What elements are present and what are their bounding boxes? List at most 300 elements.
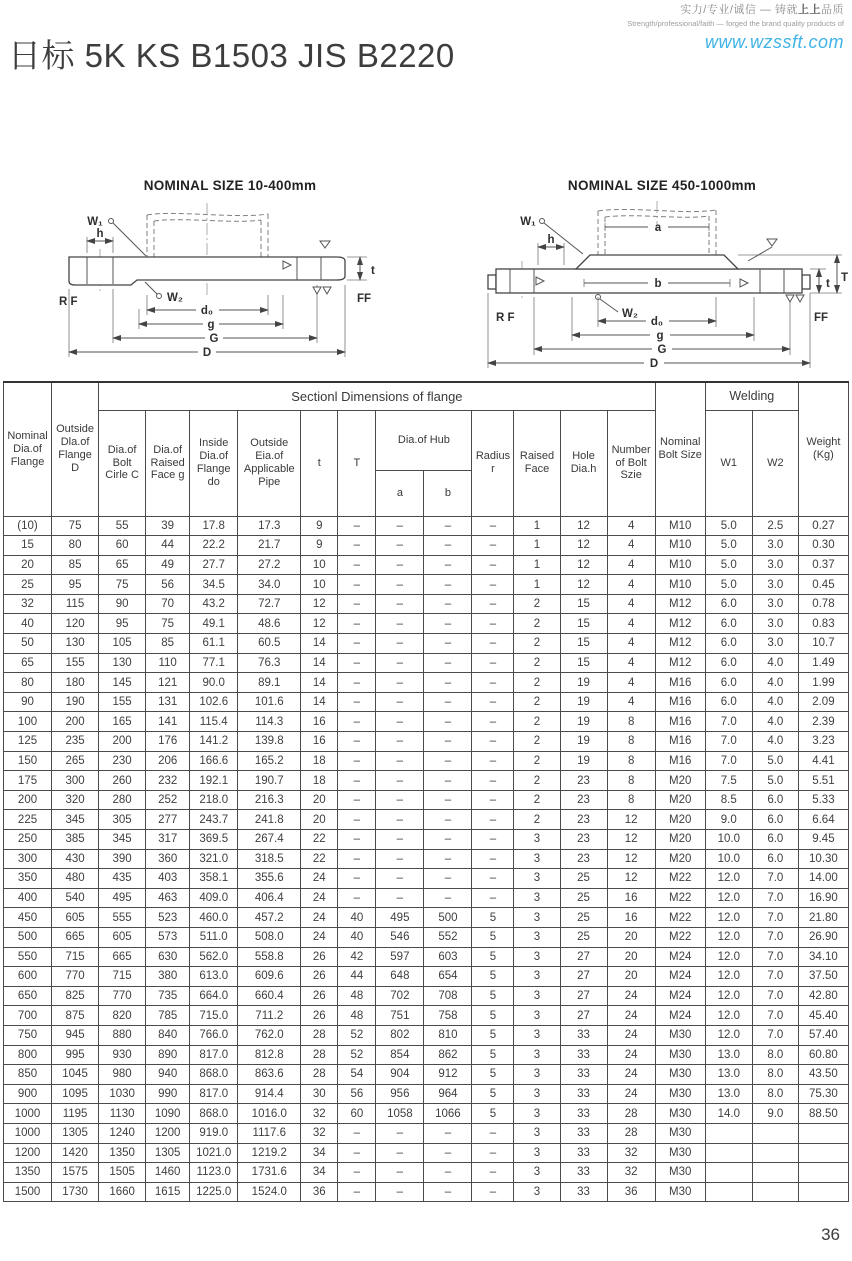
table-cell: 20 [4,555,52,575]
table-cell: 17.8 [190,516,238,536]
flange-face-tab [802,275,810,289]
table-cell: 27 [560,967,607,987]
tagline-cn-post: 品质 [821,4,844,16]
table-cell: 1095 [52,1084,99,1104]
table-cell: 4 [607,653,655,673]
table-cell: 900 [4,1084,52,1104]
table-cell: 660.4 [238,986,301,1006]
table-cell: 15 [560,653,607,673]
table-row [4,888,849,908]
table-cell: 23 [560,830,607,850]
table-cell: 30 [301,1084,338,1104]
table-cell: 12.0 [705,1025,752,1045]
table-cell: 1066 [424,1104,472,1124]
table-cell: 495 [99,888,146,908]
table-row [4,1182,849,1202]
table-cell: 5.0 [705,516,752,536]
table-cell: 54 [338,1065,376,1085]
table-cell: M20 [655,810,705,830]
table-row [4,967,849,987]
col-header-raised-face-g: Dia.of Raised Face g [146,410,190,516]
table-cell: 26 [301,967,338,987]
table-cell: 85 [52,555,99,575]
table-cell: 5.33 [798,790,848,810]
table-cell: 2 [514,771,560,791]
table-cell: 48 [338,986,376,1006]
table-cell: 2 [514,614,560,634]
table-cell: 868.0 [190,1065,238,1085]
table-cell: 0.37 [798,555,848,575]
table-cell: 176 [146,732,190,752]
table-cell: 1305 [52,1123,99,1143]
table-cell: 817.0 [190,1084,238,1104]
table-cell: 19 [560,712,607,732]
label-w1: W₁ [87,216,103,228]
table-cell: 1225.0 [190,1182,238,1202]
weld-symbol-icon [323,287,331,294]
table-cell: 10.0 [705,830,752,850]
table-cell: 8 [607,751,655,771]
table-cell: 12.0 [705,927,752,947]
table-cell: 609.6 [238,967,301,987]
table-cell: 24 [607,1084,655,1104]
table-cell: 369.5 [190,830,238,850]
table-cell: 20 [607,927,655,947]
table-cell: 735 [146,986,190,1006]
table-cell: 13.0 [705,1084,752,1104]
table-cell: – [424,849,472,869]
table-cell: – [376,692,424,712]
table-cell: 3 [514,1163,560,1183]
table-cell: 34.0 [238,575,301,595]
table-cell: 40 [4,614,52,634]
table-cell: – [376,614,424,634]
table-cell: 28 [607,1123,655,1143]
table-cell: – [376,712,424,732]
table-cell: 15 [560,634,607,654]
table-cell: 600 [4,967,52,987]
table-cell: M20 [655,830,705,850]
table-cell: 12 [560,536,607,556]
table-cell: 7.0 [705,751,752,771]
table-cell: 5 [472,1084,514,1104]
table-cell: 5 [472,1104,514,1124]
table-cell: M24 [655,967,705,987]
table-cell: 5 [472,947,514,967]
table-cell: – [338,673,376,693]
table-cell: (10) [4,516,52,536]
tagline-cn-pre: 实力/专业/诚信 — 铸就 [680,4,798,16]
table-cell: 49.1 [190,614,238,634]
table-cell: 10.30 [798,849,848,869]
table-cell: 206 [146,751,190,771]
table-cell: 5 [472,1045,514,1065]
table-cell: 2 [514,673,560,693]
table-cell: 1730 [52,1182,99,1202]
table-cell: 90.0 [190,673,238,693]
table-cell: 3 [514,1084,560,1104]
table-row [4,516,849,536]
table-row [4,1006,849,1026]
table-cell: 605 [99,927,146,947]
table-cell: – [472,712,514,732]
table-cell: – [424,830,472,850]
table-cell: 14.00 [798,869,848,889]
table-cell: 995 [52,1045,99,1065]
table-cell: M16 [655,692,705,712]
table-cell: 430 [52,849,99,869]
table-cell: 100 [4,712,52,732]
pipe-outline [147,213,268,215]
table-cell: 20 [301,790,338,810]
table-cell: 33 [560,1065,607,1085]
table-cell: 345 [99,830,146,850]
table-cell: 26 [301,986,338,1006]
table-cell: – [338,712,376,732]
table-cell: 1 [514,516,560,536]
table-cell: 500 [424,908,472,928]
table-cell: 24 [301,888,338,908]
table-cell: – [472,594,514,614]
table-cell [798,1182,848,1202]
table-cell: – [424,555,472,575]
table-cell: – [472,575,514,595]
table-cell: 945 [52,1025,99,1045]
table-cell: 50 [4,634,52,654]
table-cell [705,1123,752,1143]
table-cell: 715 [99,967,146,987]
table-cell: 12 [607,830,655,850]
table-cell: 235 [52,732,99,752]
table-cell: 70 [146,594,190,614]
table-cell: 8 [607,790,655,810]
table-cell: – [376,555,424,575]
table-cell: – [338,1123,376,1143]
table-cell: – [472,790,514,810]
table-cell: 890 [146,1045,190,1065]
table-row [4,1084,849,1104]
col-header-weight: Weight (Kg) [798,382,848,516]
table-cell: 22.2 [190,536,238,556]
table-cell: 5 [472,1025,514,1045]
table-cell: 22 [301,849,338,869]
table-cell: 25 [4,575,52,595]
table-cell: 34 [301,1163,338,1183]
table-cell: 6.0 [705,653,752,673]
table-cell: 10 [301,555,338,575]
table-cell: 48 [338,1006,376,1026]
table-cell: 2 [514,594,560,614]
table-cell: 1030 [99,1084,146,1104]
table-cell: 12.0 [705,1006,752,1026]
table-cell: 868.0 [190,1104,238,1124]
table-cell: 2 [514,712,560,732]
table-cell: 225 [4,810,52,830]
table-cell: 770 [52,967,99,987]
table-cell: M20 [655,849,705,869]
table-cell: 2 [514,732,560,752]
col-header-T: T [338,410,376,516]
table-cell: 155 [52,653,99,673]
diagram-left-title: NOMINAL SIZE 10-400mm [143,178,317,193]
table-cell: 12.0 [705,947,752,967]
table-cell: 33 [560,1104,607,1124]
table-cell [705,1143,752,1163]
table-cell: 0.83 [798,614,848,634]
table-cell: – [424,869,472,889]
table-cell [752,1123,798,1143]
table-cell: 5 [472,967,514,987]
table-cell: 540 [52,888,99,908]
table-cell: M30 [655,1065,705,1085]
col-header-hub-b: b [424,470,472,516]
table-cell: 523 [146,908,190,928]
table-row [4,810,849,830]
table-cell: 6.0 [705,692,752,712]
table-cell: 75.30 [798,1084,848,1104]
table-cell: 88.50 [798,1104,848,1124]
label-h: h [96,228,104,240]
table-cell: M30 [655,1104,705,1124]
table-cell: 12 [560,516,607,536]
table-cell: 12 [607,849,655,869]
label-D: D [649,358,659,370]
table-cell: 1219.2 [238,1143,301,1163]
table-cell: 90 [4,692,52,712]
table-cell: 820 [99,1006,146,1026]
table-cell: 15 [560,614,607,634]
table-cell: M16 [655,732,705,752]
table-cell: 4.0 [752,692,798,712]
table-cell: 7.0 [752,1025,798,1045]
table-cell: 130 [99,653,146,673]
table-cell: 766.0 [190,1025,238,1045]
table-cell: 33 [560,1143,607,1163]
label-ff: FF [357,293,372,305]
table-cell: M30 [655,1123,705,1143]
table-cell: M10 [655,575,705,595]
label-D: D [202,347,212,359]
weld-symbol-icon [320,241,330,248]
page-number: 36 [821,1225,840,1244]
label-g: g [656,330,664,342]
table-cell: 1350 [4,1163,52,1183]
table-cell: 919.0 [190,1123,238,1143]
table-cell: 25 [560,927,607,947]
table-cell: 904 [376,1065,424,1085]
table-cell: 102.6 [190,692,238,712]
table-cell: 3.23 [798,732,848,752]
table-cell: 1195 [52,1104,99,1124]
table-cell: – [472,869,514,889]
table-cell: 12 [560,555,607,575]
table-cell: 4 [607,673,655,693]
table-cell: 435 [99,869,146,889]
table-cell: 25 [560,888,607,908]
table-cell: 605 [52,908,99,928]
table-cell: 708 [424,986,472,1006]
table-cell: – [424,732,472,752]
table-cell: – [472,634,514,654]
table-cell: 32 [301,1123,338,1143]
table-cell: 321.0 [190,849,238,869]
table-row [4,986,849,1006]
table-cell: – [338,810,376,830]
table-cell: 956 [376,1084,424,1104]
table-cell: 75 [99,575,146,595]
table-cell: 32 [607,1143,655,1163]
label-b: b [654,278,662,290]
table-cell: 800 [4,1045,52,1065]
table-cell: 6.0 [705,594,752,614]
table-cell: – [424,614,472,634]
table-cell: 8 [607,771,655,791]
table-cell: 6.64 [798,810,848,830]
table-cell: – [338,830,376,850]
table-cell: 120 [52,614,99,634]
table-cell: 1058 [376,1104,424,1124]
table-cell: 52 [338,1025,376,1045]
table-cell: – [424,1182,472,1202]
table-cell: – [424,1143,472,1163]
table-cell: 5.0 [752,771,798,791]
table-cell: – [338,790,376,810]
table-cell: 60 [338,1104,376,1124]
table-cell: 463 [146,888,190,908]
table-row [4,673,849,693]
table-cell: 862 [424,1045,472,1065]
table-cell: 26 [301,1006,338,1026]
table-cell: 12.0 [705,908,752,928]
table-cell: 21.7 [238,536,301,556]
table-cell: – [338,732,376,752]
table-cell: – [472,673,514,693]
table-cell: 1460 [146,1163,190,1183]
table-cell: – [376,732,424,752]
table-cell: 60.5 [238,634,301,654]
table-cell: – [472,771,514,791]
table-cell: – [376,751,424,771]
table-cell: – [376,830,424,850]
table-cell: 320 [52,790,99,810]
table-cell: 110 [146,653,190,673]
table-cell: 48.6 [238,614,301,634]
table-cell: 7.0 [752,869,798,889]
table-cell: 305 [99,810,146,830]
table-cell: 1505 [99,1163,146,1183]
table-cell: 5.0 [705,536,752,556]
table-cell: 650 [4,986,52,1006]
label-a: a [654,222,662,234]
table-cell: 72.7 [238,594,301,614]
weld-symbol-icon [767,239,777,246]
col-header-hole: Hole Dia.h [560,410,607,516]
table-cell: 7.0 [752,888,798,908]
table-cell: 810 [424,1025,472,1045]
table-cell: 4 [607,516,655,536]
table-cell: 28 [607,1104,655,1124]
table-cell: – [472,849,514,869]
label-h: h [547,234,555,246]
table-cell: – [338,888,376,908]
table-cell: – [424,1123,472,1143]
table-cell: 43.2 [190,594,238,614]
table-cell: 0.78 [798,594,848,614]
table-cell: 358.1 [190,869,238,889]
table-cell: 2 [514,692,560,712]
table-cell: 573 [146,927,190,947]
table-cell: 980 [99,1065,146,1085]
table-cell: 5.0 [705,555,752,575]
table-cell: 190 [52,692,99,712]
table-cell: 165 [99,712,146,732]
table-cell: 6.0 [705,673,752,693]
table-cell: 1524.0 [238,1182,301,1202]
table-cell: 33 [560,1182,607,1202]
table-cell: 7.5 [705,771,752,791]
table-cell: 8.5 [705,790,752,810]
table-cell: 817.0 [190,1045,238,1065]
table-cell: 2 [514,810,560,830]
table-cell: M16 [655,673,705,693]
table-cell: 1090 [146,1104,190,1124]
table-cell: 45.40 [798,1006,848,1026]
table-cell: – [376,849,424,869]
table-cell: 26 [301,947,338,967]
table-cell: 40 [338,908,376,928]
brand-header [627,4,844,54]
table-cell: M24 [655,1006,705,1026]
table-cell: 403 [146,869,190,889]
table-cell: – [376,653,424,673]
table-cell: 33 [560,1084,607,1104]
w1-leader-dot [109,219,114,224]
col-header-outside-pipe: Outside Eia.of Applicable Pipe [238,410,301,516]
table-cell: 125 [4,732,52,752]
table-row [4,712,849,732]
table-cell: 762.0 [238,1025,301,1045]
table-cell: 2.5 [752,516,798,536]
table-row [4,1104,849,1124]
table-cell: – [424,516,472,536]
table-cell: 32 [4,594,52,614]
table-cell: 863.6 [238,1065,301,1085]
table-cell: – [424,692,472,712]
table-cell: 3.0 [752,614,798,634]
table-cell: M10 [655,555,705,575]
table-cell: 130 [52,634,99,654]
table-cell: – [376,1163,424,1183]
label-g: g [207,319,215,331]
weld-symbol-icon [313,287,321,294]
table-cell: 409.0 [190,888,238,908]
table-cell: 9.0 [705,810,752,830]
table-cell: 95 [99,614,146,634]
table-cell: 840 [146,1025,190,1045]
table-cell: 3.0 [752,555,798,575]
table-cell: 7.0 [752,927,798,947]
table-cell: 3 [514,1065,560,1085]
table-cell: 550 [4,947,52,967]
table-cell: 10.7 [798,634,848,654]
table-cell: 664.0 [190,986,238,1006]
table-cell: 603 [424,947,472,967]
col-header-inside-dia: Inside Dia.of Flange do [190,410,238,516]
table-cell: M10 [655,536,705,556]
table-cell: 9.45 [798,830,848,850]
table-cell: 1117.6 [238,1123,301,1143]
table-cell: 702 [376,986,424,1006]
